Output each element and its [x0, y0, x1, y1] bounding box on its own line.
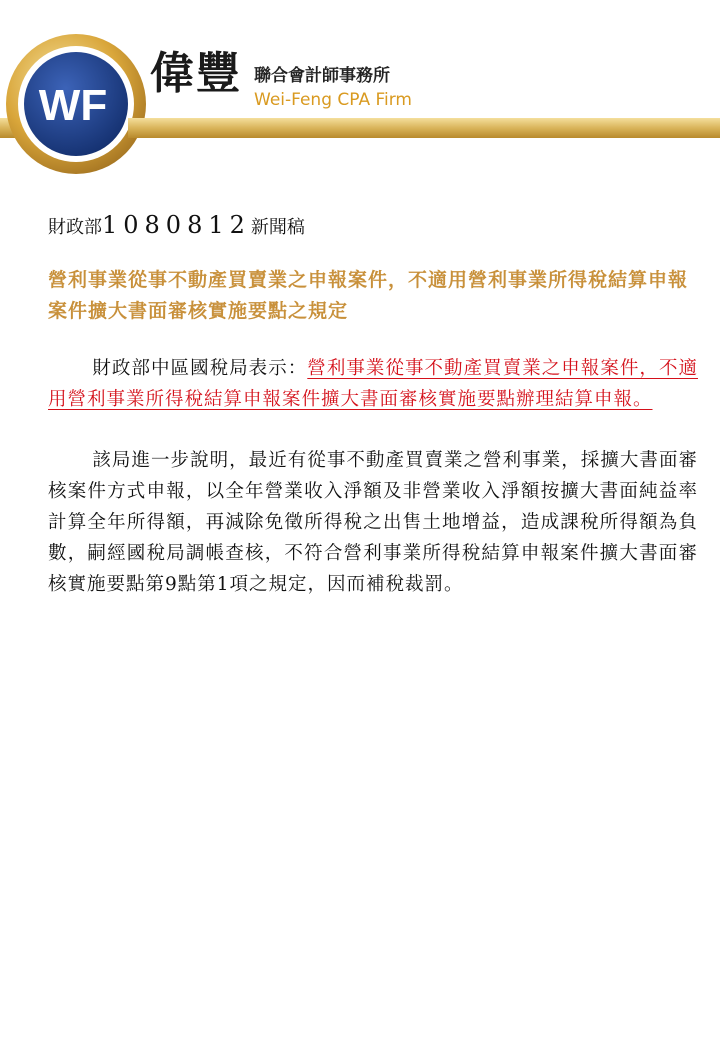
paragraph-1-lead: 財政部中區國稅局表示： — [92, 358, 308, 379]
release-suffix: 新聞稿 — [250, 217, 305, 238]
article — [48, 210, 698, 600]
paragraph-2: 該局進一步說明，最近有從事不動產買賣業之營利事業，採擴大書面審核案件方式申報，以全年營業收入淨額及非營業收入淨額按擴大書面純益率計算全年所得額，再減除免徵所得稅之出售土地增益，造成課稅所得額為負數，嗣經國稅局調帳查核，不符合營利事業所得稅結算申報案件擴大書面審核實施要點第9點第1項之規定，因而補稅裁罰。 — [48, 450, 698, 595]
brand-name-cn: 偉豐 — [150, 48, 242, 99]
firm-name-cn: 聯合會計師事務所 — [254, 66, 390, 86]
paragraph-1-highlight: 營利事業從事不動產買賣業之申報案件，不適用營利事業所得稅結算申報案件擴大書面審核實施要點辦理結算申報。 — [48, 358, 698, 410]
firm-name-en: Wei-Feng CPA Firm — [254, 90, 412, 110]
letterhead — [0, 0, 720, 190]
paragraph-1 — [48, 353, 698, 415]
release-date: 1080812 — [102, 211, 251, 239]
release-line — [48, 210, 698, 243]
release-prefix: 財政部 — [48, 217, 102, 238]
logo-text: WF — [38, 81, 108, 130]
headline: 營利事業從事不動產買賣業之申報案件，不適用營利事業所得稅結算申報案件擴大書面審核實施要點之規定 — [48, 269, 689, 322]
